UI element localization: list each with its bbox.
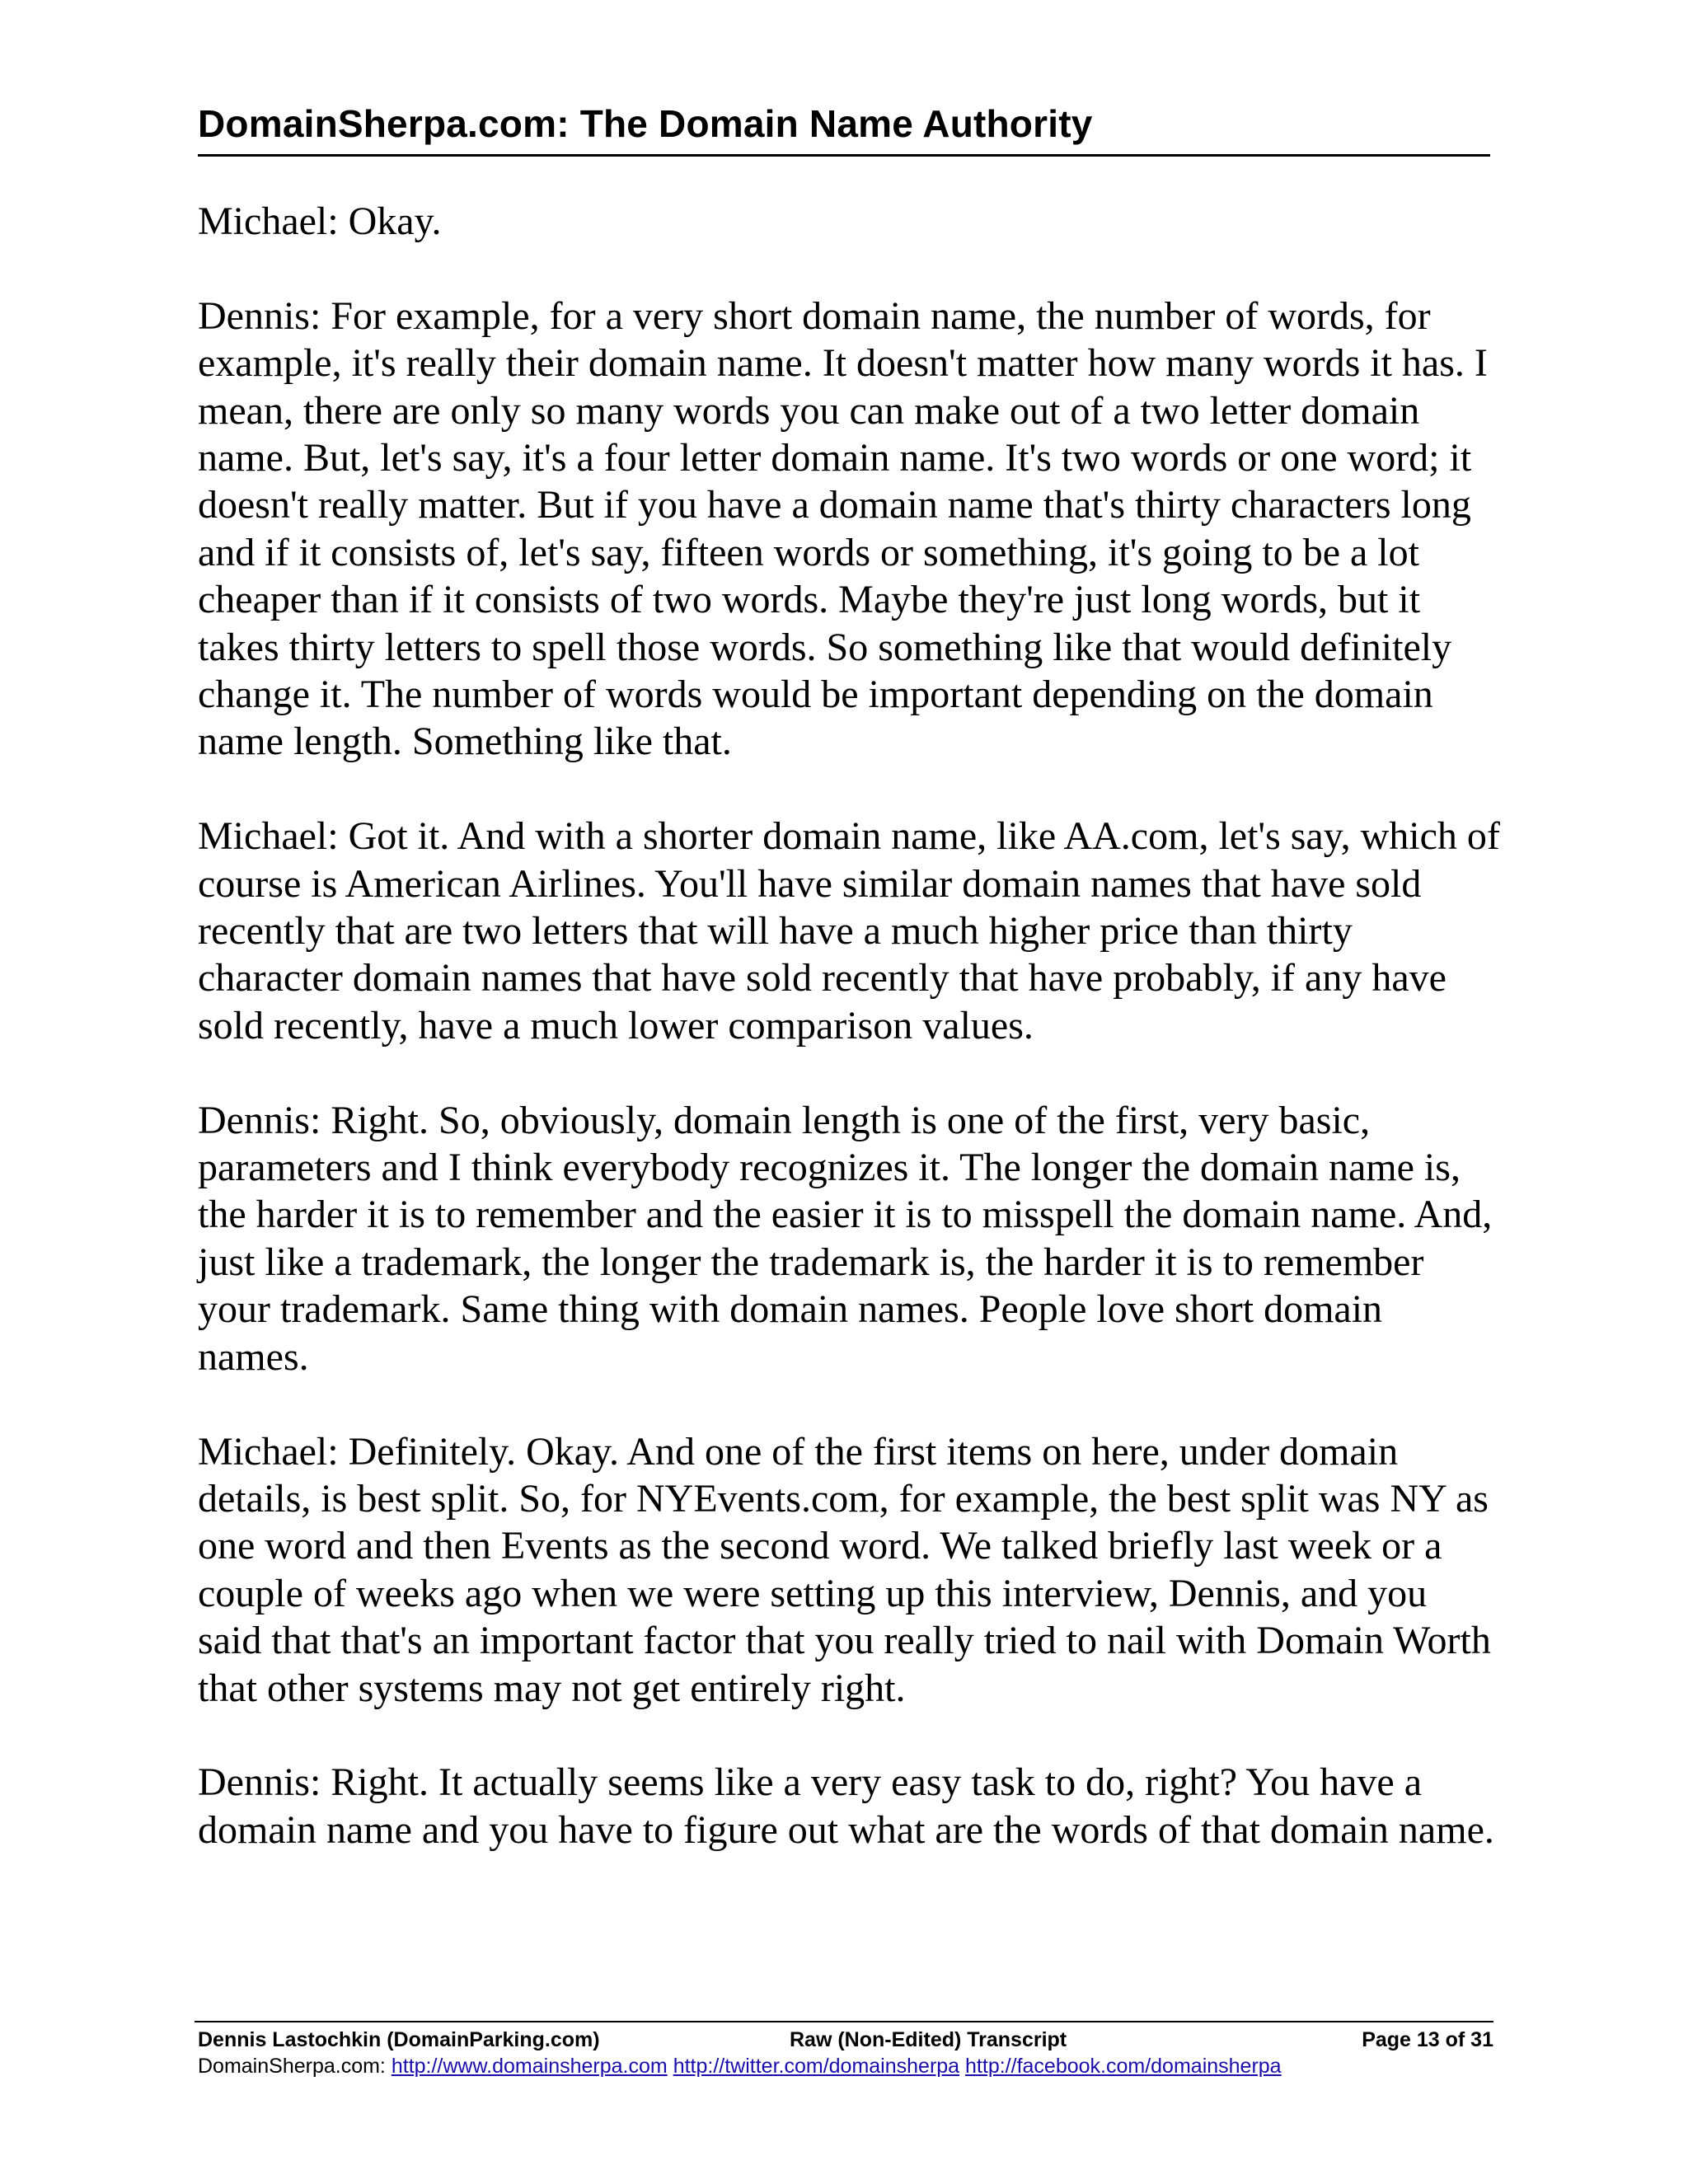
page-title: DomainSherpa.com: The Domain Name Authority [198, 102, 1093, 145]
transcript-paragraph [198, 1759, 1500, 1854]
paragraph-text: Definitely. Okay. And one of the first items on here, under domain details, is best split. So, for NYEvents.com, for example, the best split was NY as one word and then Events as the second word. We talked briefly last week or a couple of weeks ago when we were setting up this interview, Dennis, and you said that that's an important factor that you really tried to nail with Domain Worth that other systems may not get entirely right. [198, 1429, 1491, 1710]
transcript-body [198, 198, 1500, 1901]
speaker-name: Michael: [198, 814, 339, 859]
speaker-name: Dennis: [198, 1760, 321, 1805]
footer-transcript-type: Raw (Non-Edited) Transcript [790, 2028, 1067, 2051]
footer-page-number: Page 13 of 31 [1362, 2028, 1493, 2051]
speaker-name: Michael: [198, 199, 339, 243]
footer-site-label: DomainSherpa.com: [198, 2055, 386, 2078]
twitter-link[interactable]: http://twitter.com/domainsherpa [673, 2055, 960, 2078]
paragraph-text: Okay. [348, 199, 442, 243]
paragraph-text: Right. So, obviously, domain length is one of the first, very basic, parameters and I think everybody recognizes it. The longer the domain name is, the harder it is to remember and the easier it is to misspell the domain name. And, just like a trademark, the longer the trademark is, the harder it is to remember your trademark. Same thing with domain names. People love short domain names. [198, 1098, 1493, 1379]
footer-info-row [195, 2027, 1493, 2054]
footer-guest: Dennis Lastochkin (DomainParking.com) [198, 2028, 600, 2051]
page-header [198, 97, 1490, 157]
transcript-paragraph [198, 198, 1500, 245]
paragraph-text: Right. It actually seems like a very easy task to do, right? You have a domain name and you have to figure out what are the words of that domain name. [198, 1760, 1494, 1852]
domainsherpa-website-link[interactable]: http://www.domainsherpa.com [391, 2055, 668, 2078]
speaker-name: Dennis: [198, 293, 321, 338]
transcript-paragraph [198, 1097, 1500, 1380]
page-footer [195, 2021, 1493, 2079]
transcript-paragraph [198, 293, 1500, 766]
speaker-name: Michael: [198, 1429, 339, 1474]
paragraph-text: For example, for a very short domain name, the number of words, for example, it's really their domain name. It doesn't matter how many words it has. I mean, there are only so many words you can make out of a two letter domain name. But, let's say, it's a four letter domain name. It's two words or one word; it doesn't really matter. But if you have a domain name that's thirty characters long and if it consists of, let's say, fifteen words or something, it's going to be a lot cheaper than if it consists of two words. Maybe they're just long words, but it takes thirty letters to spell those words. So something like that would definitely change it. The number of words would be important depending on the domain name length. Something like that. [198, 293, 1488, 764]
facebook-link[interactable]: http://facebook.com/domainsherpa [965, 2055, 1282, 2078]
transcript-paragraph [198, 1428, 1500, 1712]
speaker-name: Dennis: [198, 1098, 321, 1142]
paragraph-text: Got it. And with a shorter domain name, like AA.com, let's say, which of course is American Airlines. You'll have similar domain names that have sold recently that are two letters that will have a much higher price than thirty character domain names that have sold recently that have probably, if any have sold recently, have a much lower comparison values. [198, 814, 1500, 1047]
footer-links-row [195, 2054, 1493, 2079]
transcript-paragraph [198, 813, 1500, 1049]
